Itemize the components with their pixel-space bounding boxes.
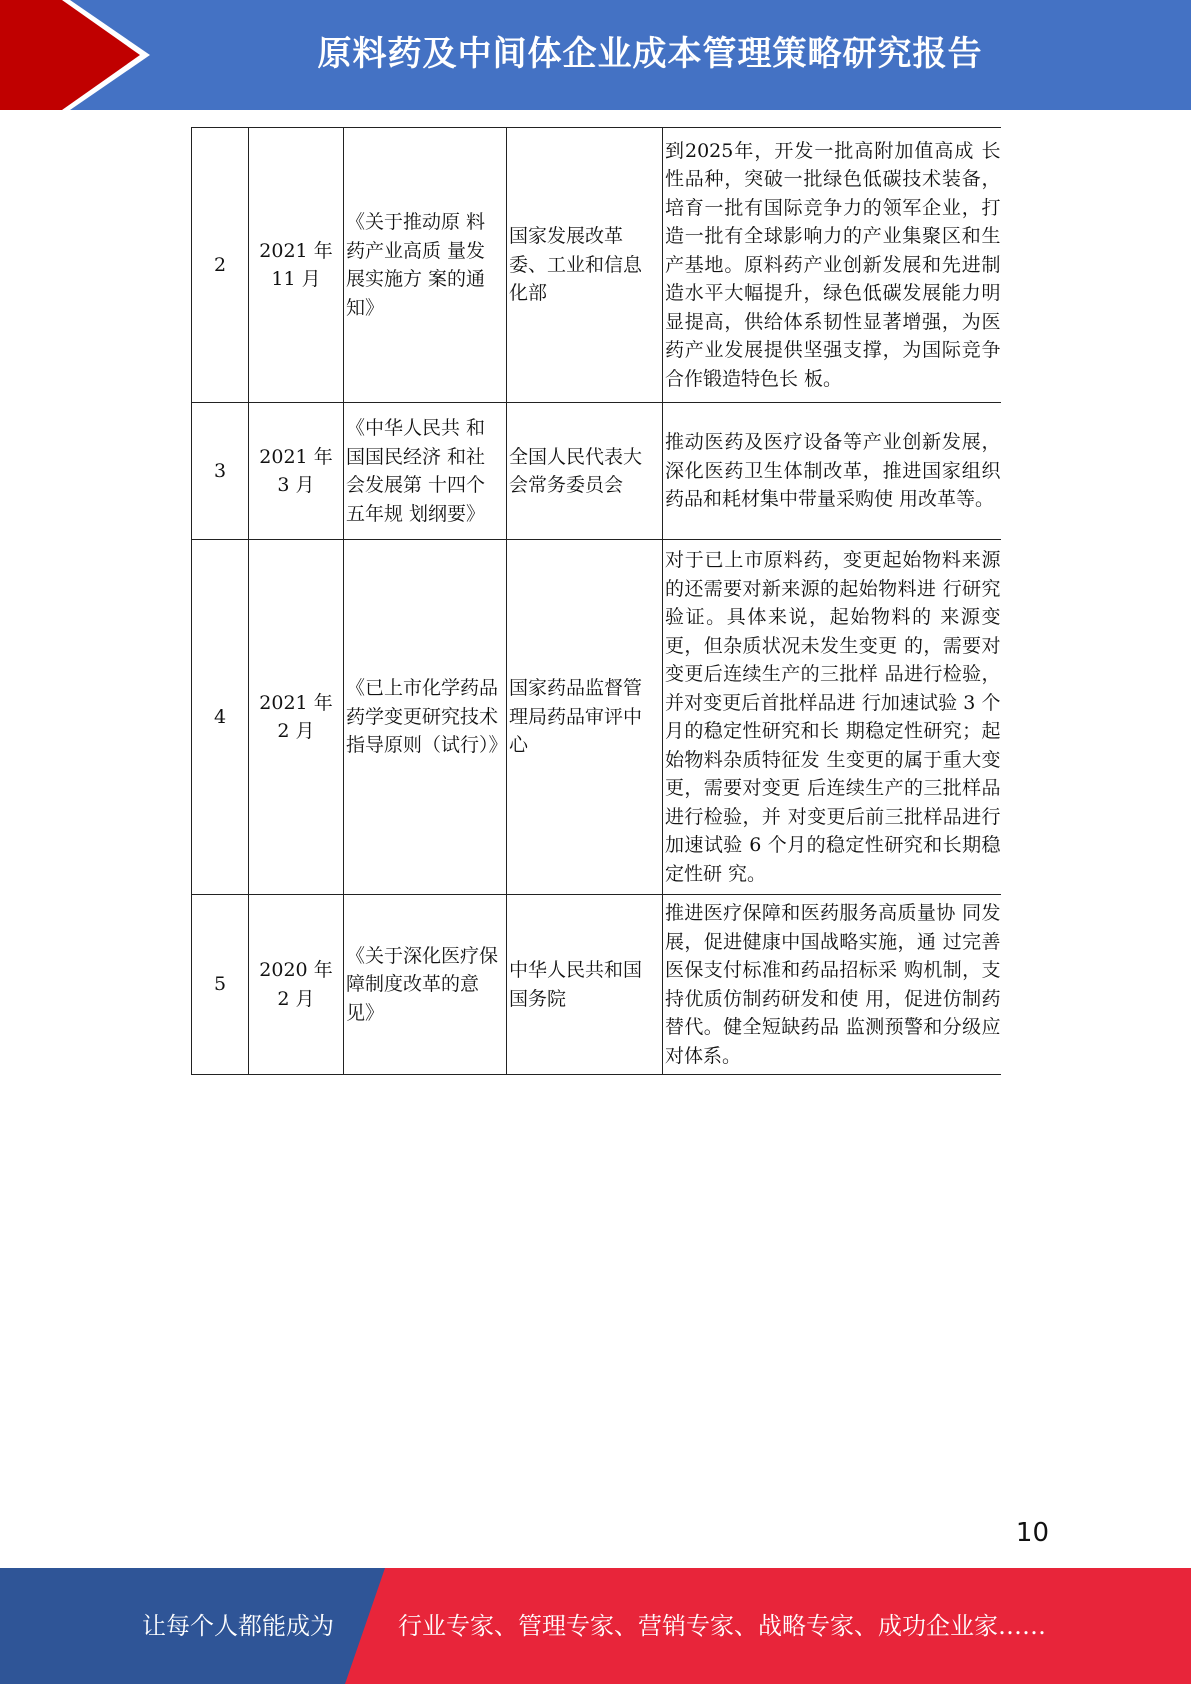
issuing-body: 中华人民共和国国务院: [507, 895, 663, 1075]
table-row: [192, 895, 1001, 1075]
footer-slogan-right: 行业专家、管理专家、营销专家、战略专家、成功企业家……: [398, 1612, 1046, 1640]
page-footer: [0, 1568, 1191, 1684]
policy-content: 推进医疗保障和医药服务高质量协 同发展，促进健康中国战略实施，通 过完善医保支付标准和药品招标采 购机制，支持优质仿制药研发和使 用，促进仿制药替代。健全短缺药品 监测预警和分级应对体系。: [663, 895, 1001, 1075]
page-number: 10: [1015, 1518, 1049, 1548]
row-number: 3: [192, 403, 249, 540]
policy-content: 对于已上市原料药，变更起始物料来源的还需要对新来源的起始物料进 行研究验证。具体来说，起始物料的 来源变更，但杂质状况未发生变更 的，需要对变更后连续生产的三批样 品进行检验，并对变更后首批样品进 行加速试验 3 个月的稳定性研究和长 期稳定性研究；起始物料杂质特征发 生变更的属于重大变更，需要对变更 后连续生产的三批样品进行检验，并 对变更后前三批样品进行加速试验 6 个月的稳定性研究和长期稳定性研 究。: [663, 540, 1001, 895]
issuing-body: 全国人民代表大会常务委员会: [507, 403, 663, 540]
footer-slogan-left: 让每个人都能成为: [142, 1612, 334, 1640]
table-row: [192, 128, 1001, 403]
document-name: 《关于深化医疗保障制度改革的意见》: [344, 895, 507, 1075]
issue-date: 2021 年 11 月: [249, 128, 344, 403]
document-name: 《已上市化学药品药学变更研究技术指导原则（试行）》: [344, 540, 507, 895]
issue-date: 2021 年 2 月: [249, 540, 344, 895]
document-title: 原料药及中间体企业成本管理策略研究报告: [317, 34, 983, 74]
document-name: 《中华人民共 和国国民经济 和社会发展第 十四个五年规 划纲要》: [344, 403, 507, 540]
row-number: 4: [192, 540, 249, 895]
document-name: 《关于推动原 料药产业高质 量发展实施方 案的通知》: [344, 128, 507, 403]
issuing-body: 国家发展改革委、工业和信息化部: [507, 128, 663, 403]
row-number: 5: [192, 895, 249, 1075]
issuing-body: 国家药品监督管理局药品审评中心: [507, 540, 663, 895]
row-number: 2: [192, 128, 249, 403]
issue-date: 2021 年 3 月: [249, 403, 344, 540]
policy-content: 推动医药及医疗设备等产业创新发展，深化医药卫生体制改革，推进国家组织药品和耗材集中带量采购使 用改革等。: [663, 403, 1001, 540]
policy-table: [191, 127, 1001, 1075]
table-row: [192, 403, 1001, 540]
policy-content: 到2025年，开发一批高附加值高成 长性品种，突破一批绿色低碳技术装备，培育一批有国际竞争力的领军企业，打造一批有全球影响力的产业集聚区和生产基地。原料药产业创新发展和先进制造水平大幅提升，绿色低碳发展能力明显提高，供给体系韧性显著增强，为医药产业发展提供坚强支撑，为国际竞争合作锻造特色长 板。: [663, 128, 1001, 403]
issue-date: 2020 年 2 月: [249, 895, 344, 1075]
page-header: [0, 0, 1191, 110]
table-row: [192, 540, 1001, 895]
